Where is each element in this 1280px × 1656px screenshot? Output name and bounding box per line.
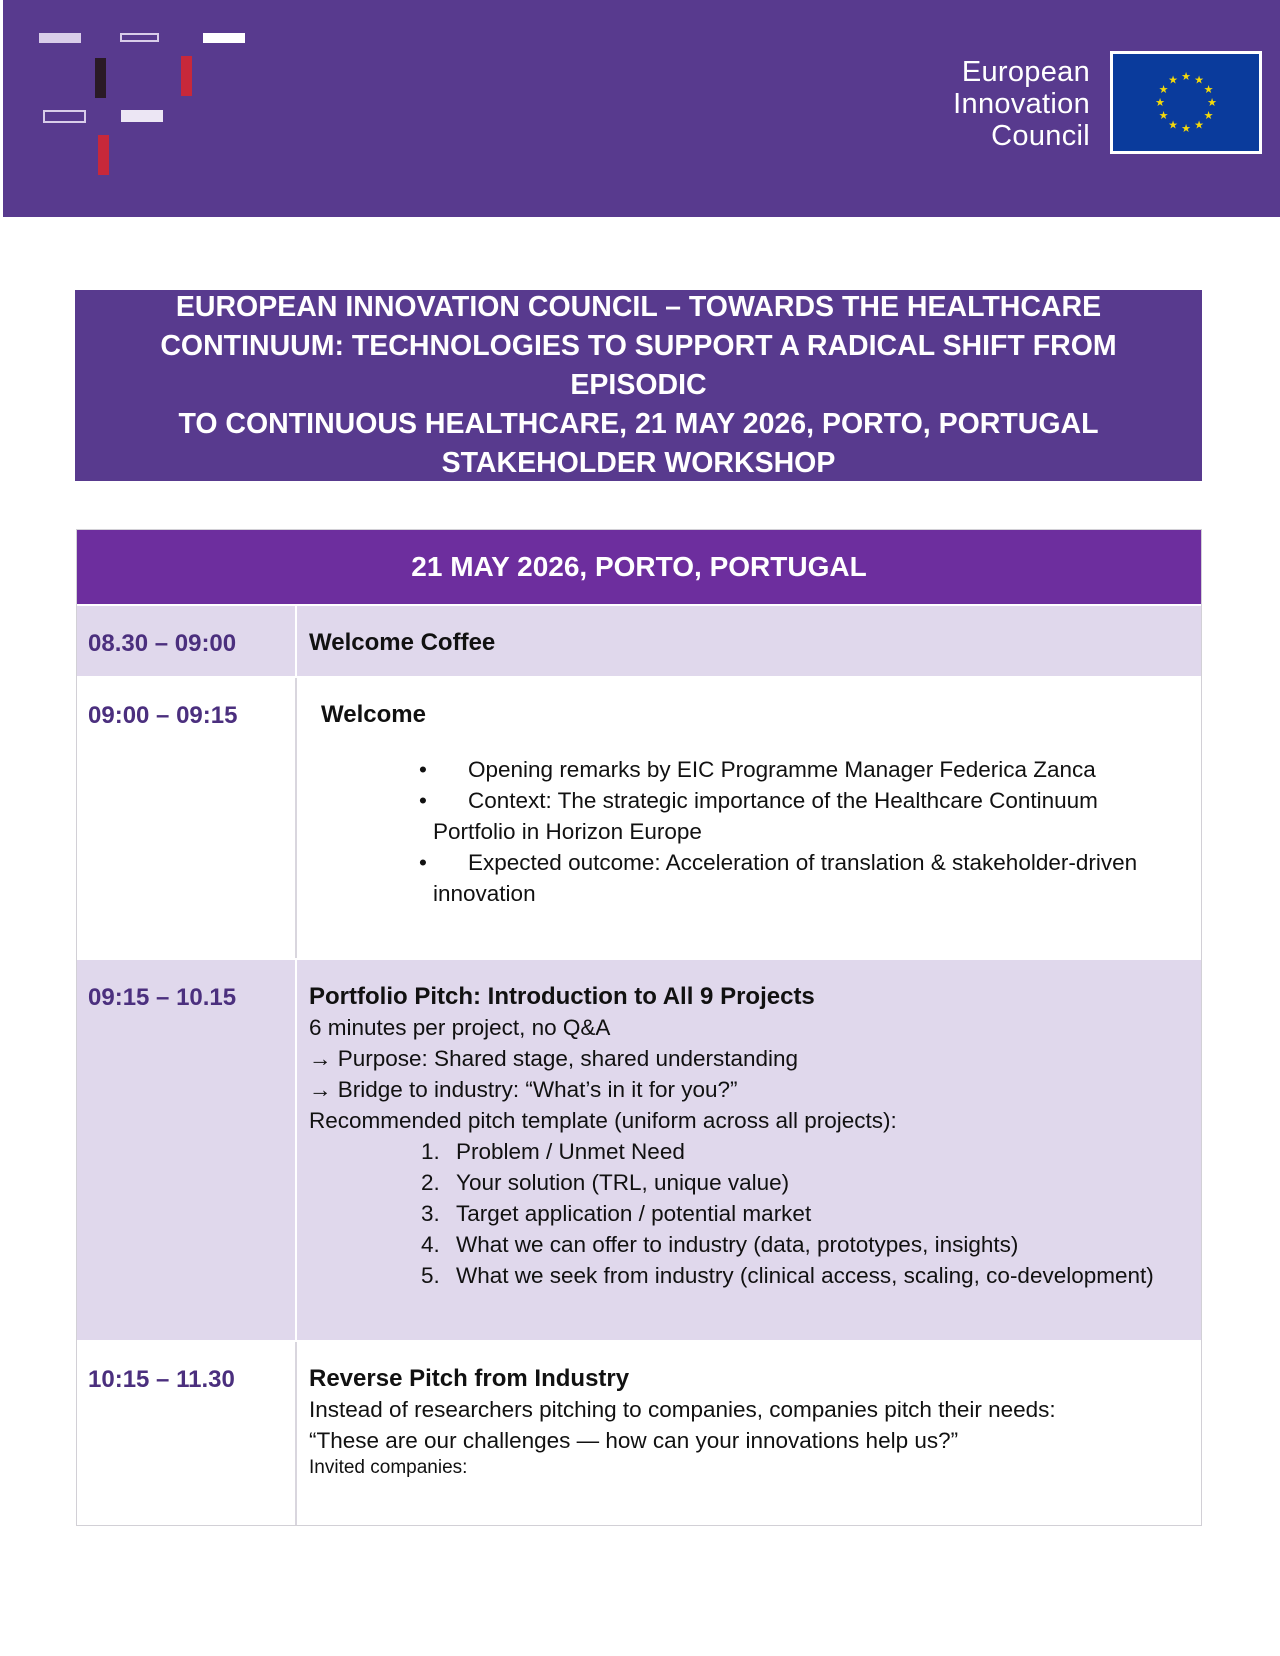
numbered-list xyxy=(309,1136,1181,1291)
list-item xyxy=(309,1136,1181,1167)
eic-wordmark xyxy=(953,56,1090,152)
session-line: 6 minutes per project, no Q&A xyxy=(309,1015,611,1040)
list-item xyxy=(321,816,1181,847)
svg-text:★: ★ xyxy=(1203,83,1214,96)
bullet-text-continued: Portfolio in Horizon Europe xyxy=(433,819,702,844)
list-text: Target application / potential market xyxy=(456,1201,812,1226)
session-line: → Bridge to industry: “What’s in it for you?” xyxy=(309,1077,738,1102)
session-title: Portfolio Pitch: Introduction to All 9 Projects xyxy=(309,983,815,1010)
bullet-icon: • xyxy=(419,788,427,813)
agenda-heading: 21 MAY 2026, PORTO, PORTUGAL xyxy=(77,530,1201,604)
agenda-row xyxy=(77,604,1201,676)
agenda-time: 09:15 – 10.15 xyxy=(77,960,297,1340)
header-band xyxy=(3,0,1280,217)
agenda-row xyxy=(77,676,1201,958)
svg-text:★: ★ xyxy=(1181,70,1191,83)
svg-text:★: ★ xyxy=(1194,118,1204,132)
list-number: 4. xyxy=(421,1232,440,1257)
session-line: Recommended pitch template (uniform across all projects): xyxy=(309,1108,897,1133)
document-title-box xyxy=(75,290,1202,481)
svg-text:★: ★ xyxy=(1155,96,1165,109)
session-line: Instead of researchers pitching to companies, companies pitch their needs: xyxy=(309,1397,1056,1422)
agenda-content xyxy=(297,678,1201,958)
agenda-content xyxy=(297,960,1201,1340)
session-title: Welcome Coffee xyxy=(309,629,496,656)
eic-logo-mark xyxy=(3,0,263,200)
agenda-time: 09:00 – 09:15 xyxy=(77,678,297,958)
agenda-row xyxy=(77,1340,1201,1525)
svg-text:★: ★ xyxy=(1203,109,1214,122)
title-line: TO CONTINUOUS HEALTHCARE, 21 MAY 2026, PORTO, PORTUGAL xyxy=(178,408,1099,440)
session-line: “These are our challenges — how can your innovations help us?” xyxy=(309,1428,959,1453)
bullet-list xyxy=(321,754,1181,909)
list-item xyxy=(321,754,1181,785)
svg-text:★: ★ xyxy=(1158,83,1169,96)
eic-wordmark-line: Innovation xyxy=(953,88,1090,120)
document-title xyxy=(89,288,1189,483)
svg-text:★: ★ xyxy=(1158,109,1169,122)
list-item xyxy=(321,785,1181,816)
svg-text:★: ★ xyxy=(1168,118,1178,132)
agenda-time: 08.30 – 09:00 xyxy=(77,606,297,676)
list-item xyxy=(309,1229,1181,1260)
list-item xyxy=(321,847,1181,878)
invited-companies-label: Invited companies: xyxy=(309,1457,468,1478)
bullet-text-continued: innovation xyxy=(433,881,536,906)
title-line: STAKEHOLDER WORKSHOP xyxy=(441,447,836,479)
list-text: What we seek from industry (clinical access, scaling, co-development) xyxy=(456,1263,1154,1288)
bullet-text: Context: The strategic importance of the Healthcare Continuum xyxy=(468,788,1098,813)
list-text: Your solution (TRL, unique value) xyxy=(456,1170,790,1195)
bullet-text: Expected outcome: Acceleration of translation & stakeholder-driven xyxy=(468,850,1138,875)
agenda-row xyxy=(77,958,1201,1340)
svg-text:★: ★ xyxy=(1181,122,1191,135)
bullet-icon: • xyxy=(419,757,427,782)
list-item xyxy=(321,878,1181,909)
list-text: What we can offer to industry (data, prototypes, insights) xyxy=(456,1232,1019,1257)
session-title: Reverse Pitch from Industry xyxy=(309,1365,630,1392)
list-item xyxy=(309,1260,1181,1291)
agenda-time: 10:15 – 11.30 xyxy=(77,1342,297,1525)
list-number: 5. xyxy=(421,1263,440,1288)
agenda-table xyxy=(76,529,1202,1526)
title-line: CONTINUUM: TECHNOLOGIES TO SUPPORT A RADICAL SHIFT FROM EPISODIC xyxy=(160,330,1117,401)
svg-text:★: ★ xyxy=(1207,96,1217,109)
svg-text:★: ★ xyxy=(1168,73,1178,87)
list-item xyxy=(309,1198,1181,1229)
agenda-content xyxy=(297,606,1201,676)
eic-wordmark-line: Council xyxy=(991,120,1090,152)
eu-stars-icon xyxy=(1113,54,1259,151)
session-line: → Purpose: Shared stage, shared understanding xyxy=(309,1046,799,1071)
list-text: Problem / Unmet Need xyxy=(456,1139,685,1164)
list-number: 3. xyxy=(421,1201,440,1226)
eu-flag-icon xyxy=(1110,51,1262,154)
title-line: EUROPEAN INNOVATION COUNCIL – TOWARDS THE HEALTHCARE xyxy=(175,291,1102,323)
list-number: 2. xyxy=(421,1170,440,1195)
agenda-content xyxy=(297,1342,1201,1525)
svg-text:★: ★ xyxy=(1194,73,1204,87)
list-item xyxy=(309,1167,1181,1198)
session-title: Welcome xyxy=(321,701,426,728)
bullet-text: Opening remarks by EIC Programme Manager Federica Zanca xyxy=(468,757,1096,782)
eic-wordmark-line: European xyxy=(961,56,1090,88)
bullet-icon: • xyxy=(419,850,427,875)
list-number: 1. xyxy=(421,1139,440,1164)
